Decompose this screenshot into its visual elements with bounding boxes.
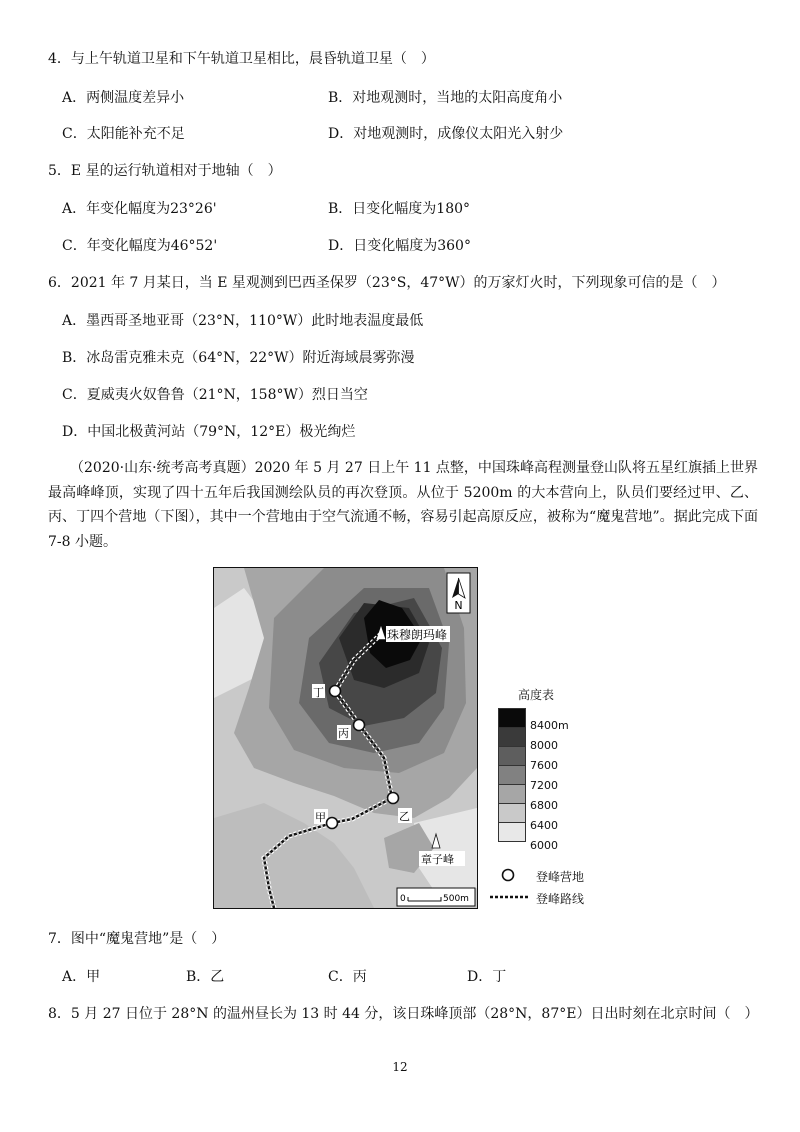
- legend-swatch-6000: [498, 822, 526, 842]
- camp-jia-label: 甲: [315, 811, 326, 824]
- question-6-stem: 6．2021 年 7 月某日，当 E 星观测到巴西圣保罗（23°S，47°W）的万家灯火时，下列现象可信的是（ ）: [48, 275, 726, 291]
- legend-label-6800: 6800: [530, 799, 558, 812]
- peak-label: 珠穆朗玛峰: [387, 628, 448, 642]
- question-5-option-b: B．日变化幅度为180°: [328, 201, 471, 217]
- question-7-stem: 7．图中“魔鬼营地”是（ ）: [48, 931, 226, 947]
- camp-yi-marker: [388, 793, 399, 804]
- camp-yi-label: 乙: [399, 810, 410, 823]
- zhangzi-peak-label: 章子峰: [421, 853, 454, 866]
- page-number: 12: [392, 1060, 408, 1074]
- question-8-stem: 8．5 月 27 日位于 28°N 的温州昼长为 13 时 44 分，该日珠峰顶部（28°N，87°E）日出时刻在北京时间（ ）: [48, 1006, 759, 1022]
- camp-ding-label: 丁: [313, 686, 324, 699]
- elevation-legend: [490, 686, 600, 906]
- route-legend-icon: [490, 893, 532, 901]
- question-4-stem: 4．与上午轨道卫星和下午轨道卫星相比，晨昏轨道卫星（ ）: [48, 51, 435, 67]
- camp-jia-marker: [327, 818, 338, 829]
- question-6-option-d: D．中国北极黄河站（79°N，12°E）极光绚烂: [62, 424, 356, 440]
- reading-passage: （2020·山东·统考高考真题）2020 年 5 月 27 日上午 11 点整，中国珠峰高程测量登山队将五星红旗插上世界最高峰峰顶，实现了四十五年后我国测绘队员的再次登顶。从位于 5200m 的大本营向上，队员们要经过甲、乙、丙、丁四个营地（下图），其中一个营地由于空气流通不畅，容易引起高原反应，被称为“魔鬼营地”。据此完成下面 7-8 小题。: [48, 460, 758, 550]
- legend-label-6400: 6400: [530, 819, 558, 832]
- question-4-option-b: B．对地观测时，当地的太阳高度角小: [328, 90, 563, 106]
- everest-topographic-map: [213, 567, 478, 909]
- question-4-option-a: A．两侧温度差异小: [62, 90, 185, 106]
- scale-zero-label: 0: [400, 894, 406, 904]
- legend-swatch-8400: [498, 708, 526, 728]
- question-4-option-c: C．太阳能补充不足: [62, 126, 185, 142]
- camp-bing-marker: [354, 720, 365, 731]
- camp-ding-marker: [330, 686, 341, 697]
- question-7-option-b: B．乙: [186, 969, 225, 985]
- legend-title: 高度表: [518, 688, 555, 702]
- camp-legend-label: 登峰营地: [536, 870, 585, 884]
- question-5-stem: 5．E 星的运行轨道相对于地轴（ ）: [48, 163, 282, 179]
- legend-label-7200: 7200: [530, 779, 558, 792]
- legend-label-7600: 7600: [530, 759, 558, 772]
- question-7-option-c: C．丙: [328, 969, 367, 985]
- question-6-option-a: A．墨西哥圣地亚哥（23°N，110°W）此时地表温度最低: [62, 313, 424, 329]
- legend-label-8000: 8000: [530, 739, 558, 752]
- legend-swatch-6400: [498, 803, 526, 823]
- legend-swatch-7200: [498, 765, 526, 785]
- legend-swatch-7600: [498, 746, 526, 766]
- question-7-option-a: A．甲: [62, 969, 101, 985]
- legend-label-6000: 6000: [530, 839, 558, 852]
- question-6-option-b: B．冰岛雷克雅未克（64°N，22°W）附近海域晨雾弥漫: [62, 350, 415, 366]
- question-5-option-d: D．日变化幅度为360°: [328, 238, 471, 254]
- legend-swatch-8000: [498, 727, 526, 747]
- question-4-option-d: D．对地观测时，成像仪太阳光入射少: [328, 126, 564, 142]
- question-5-option-c: C．年变化幅度为46°52': [62, 238, 218, 254]
- legend-label-8400: 8400m: [530, 719, 569, 732]
- legend-swatch-6800: [498, 784, 526, 804]
- question-5-option-a: A．年变化幅度为23°26': [62, 201, 217, 217]
- route-legend-label: 登峰路线: [536, 892, 585, 906]
- question-6-option-c: C．夏威夷火奴鲁鲁（21°N，158°W）烈日当空: [62, 387, 368, 403]
- question-7-option-d: D．丁: [467, 969, 507, 985]
- camp-bing-label: 丙: [338, 727, 349, 740]
- north-label: N: [454, 599, 463, 612]
- scale-distance-label: 500m: [443, 894, 469, 904]
- camp-legend-icon: [500, 867, 516, 883]
